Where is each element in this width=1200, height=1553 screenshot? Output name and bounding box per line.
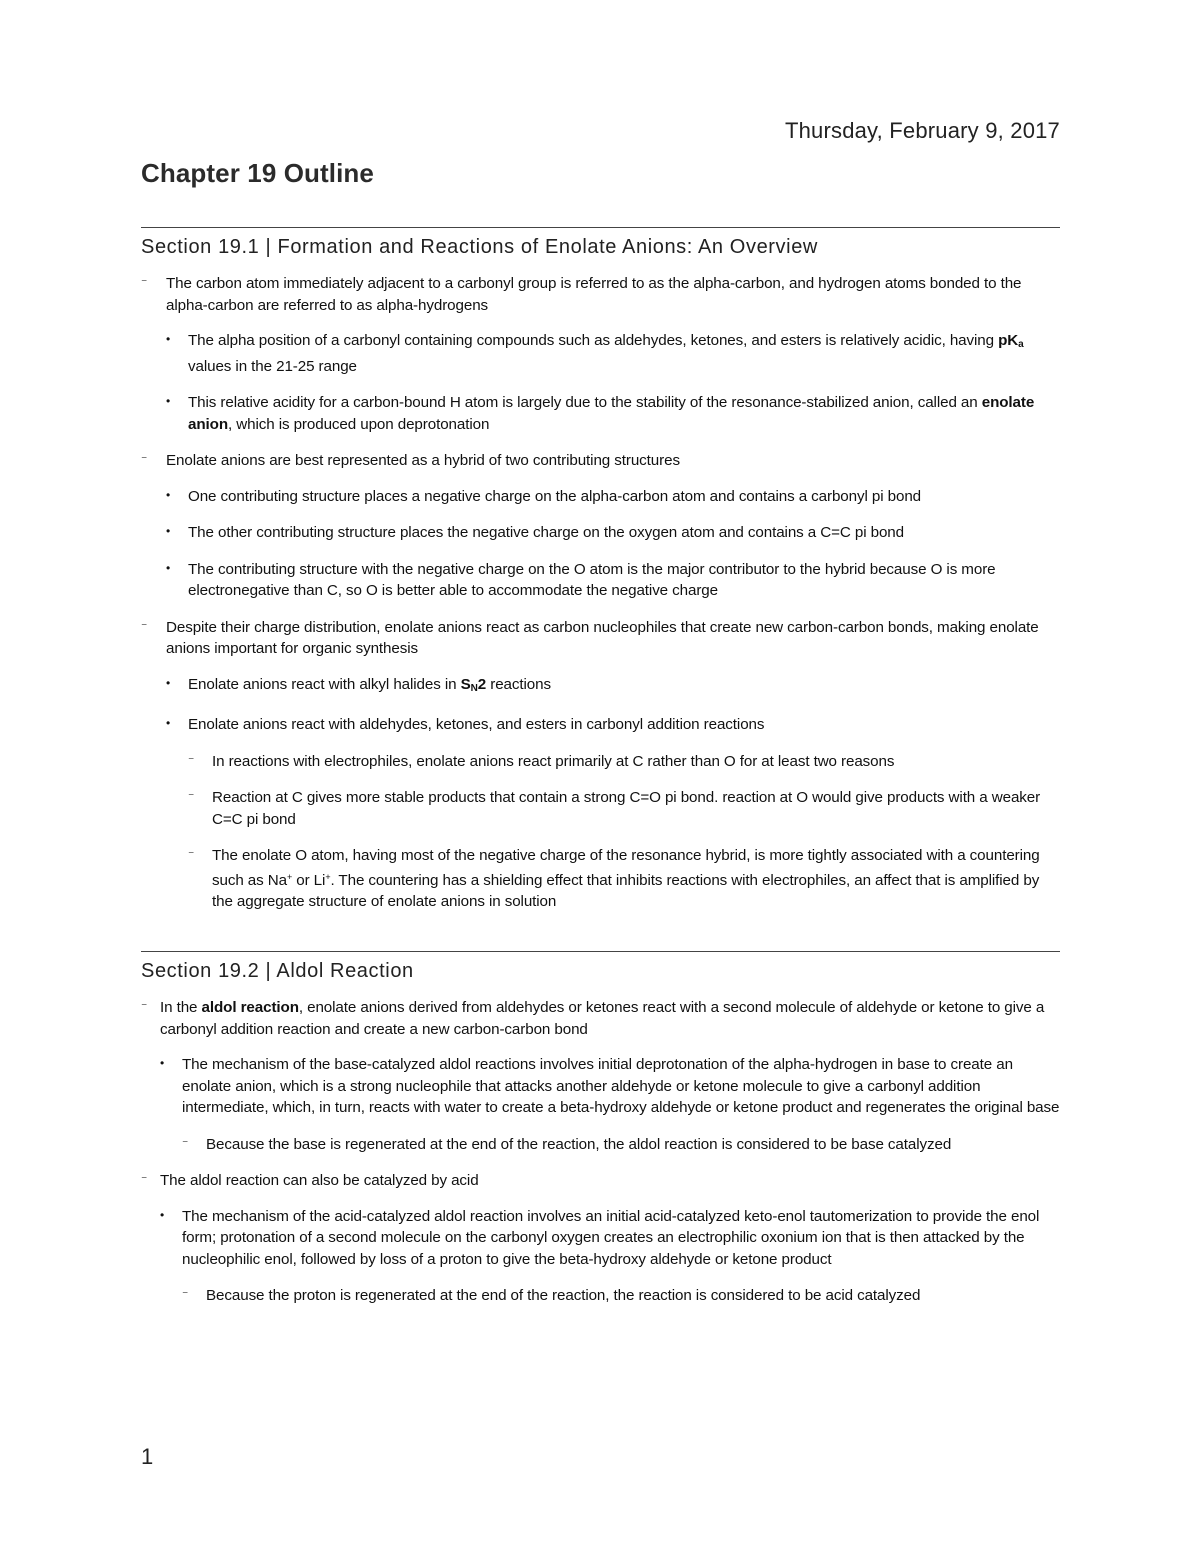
document-date: Thursday, February 9, 2017 <box>784 118 1060 143</box>
outline-subsubitem: ⁻ In reactions with electrophiles, enolate anions react primarily at C rather than O for at least two reasons <box>188 752 895 770</box>
bullet-marker-icon: • <box>160 1056 165 1070</box>
bullet-marker-icon: • <box>160 1207 165 1222</box>
bullet-marker-icon: • <box>166 675 171 690</box>
dash-marker-icon: ⁻ <box>141 999 148 1013</box>
outline-subsubitem: ⁻ The enolate O atom, having most of the negative charge of the resonance hybrid, is more tightly associated with a countering such as Na+ or Li+. The countering has a shielding effect that inhibits reactions with electrophiles, an affect that is amplified by the aggregate structure of enolate anions in solution <box>188 847 1040 910</box>
dash-marker-icon: ⁻ <box>188 752 195 767</box>
dash-marker-icon: ⁻ <box>182 1287 189 1301</box>
section-19-2 <box>141 951 1060 1322</box>
section-title: Section 19.2 | Aldol Reaction <box>141 960 414 982</box>
page-number: 1 <box>141 1444 154 1469</box>
section-title: Section 19.1 | Formation and Reactions of Enolate Anions: An Overview <box>141 236 818 258</box>
outline-subsubitem: ⁻ Because the proton is regenerated at the end of the reaction, the reaction is considered to be acid catalyzed <box>182 1287 921 1304</box>
bullet-marker-icon: • <box>166 487 171 502</box>
page-title: Chapter 19 Outline <box>141 158 374 188</box>
outline-subitem: • The mechanism of the base-catalyzed aldol reactions involves initial deprotonation of the alpha-hydrogen in base to create an enolate anion, which is a strong nucleophile that attacks another aldehyde or ketone molecule to give a carbonyl addition intermediate, which, in turn, reacts with water to create a beta-hydroxy aldehyde or ketone product and regenerates the original base <box>160 1056 1060 1116</box>
dash-marker-icon: ⁻ <box>141 452 148 466</box>
bullet-marker-icon: • <box>166 716 171 730</box>
bullet-marker-icon: • <box>166 394 171 408</box>
outline-item: ⁻ Despite their charge distribution, enolate anions react as carbon nucleophiles that create new carbon-carbon bonds, making enolate anions important for organic synthesis <box>141 618 1039 657</box>
bullet-marker-icon: • <box>166 332 171 346</box>
dash-marker-icon: ⁻ <box>141 1172 148 1186</box>
outline-subitem: • Enolate anions react with alkyl halides in $S_N2$ reactions <box>166 675 551 694</box>
outline-item: ⁻ Enolate anions are best represented as a hybrid of two contributing structures <box>141 452 680 469</box>
section-divider <box>141 227 1060 228</box>
outline-item: ⁻ In the aldol reaction, enolate anions derived from aldehydes or ketones react with a second molecule of aldehyde or ketone to give a carbonyl addition reaction and create a new carbon-carbon bond <box>141 999 1045 1038</box>
outline-subitem: • This relative acidity for a carbon-bound H atom is largely due to the stability of the resonance-stabilized anion, called an enolate anion, which is produced upon deprotonation <box>166 394 1035 433</box>
outline-subitem: • The alpha position of a carbonyl containing compounds such as aldehydes, ketones, and esters is relatively acidic, having $pK_a$ values in the 21-25 range <box>166 332 1024 375</box>
dash-marker-icon: ⁻ <box>141 275 148 289</box>
dash-marker-icon: ⁻ <box>188 847 195 861</box>
section-divider <box>141 951 1060 952</box>
outline-subitem: • The mechanism of the acid-catalyzed aldol reaction involves an initial acid-catalyzed keto-enol tautomerization to provide the enol form; protonation of a second molecule on the carbonyl oxygen creates an electrophilic oxonium ion that is then attacked by the nucleophilic enol, followed by loss of a proton to give the beta-hydroxy aldehyde or ketone product <box>160 1207 1040 1268</box>
outline-subitem: • Enolate anions react with aldehydes, ketones, and esters in carbonyl addition reactions <box>166 716 765 733</box>
outline-subsubitem: ⁻ Reaction at C gives more stable products that contain a strong C=O pi bond. reaction at O would give products with a weaker C=C pi bond <box>188 789 1041 828</box>
outline-item: ⁻ The carbon atom immediately adjacent to a carbonyl group is referred to as the alpha-carbon, and hydrogen atoms bonded to the alpha-carbon are referred to as alpha-hydrogens <box>141 275 1022 314</box>
dash-marker-icon: ⁻ <box>188 789 195 803</box>
dash-marker-icon: ⁻ <box>182 1135 189 1150</box>
outline-subsubitem: ⁻ Because the base is regenerated at the end of the reaction, the aldol reaction is considered to be base catalyzed <box>182 1135 952 1153</box>
bullet-marker-icon: • <box>166 524 171 538</box>
dash-marker-icon: ⁻ <box>141 618 148 633</box>
bullet-marker-icon: • <box>166 560 171 575</box>
section-19-1 <box>141 227 1060 928</box>
outline-item: ⁻ The aldol reaction can also be catalyzed by acid <box>141 1172 479 1189</box>
outline-subitem: • One contributing structure places a negative charge on the alpha-carbon atom and contains a carbonyl pi bond <box>166 487 922 505</box>
outline-subitem: • The contributing structure with the negative charge on the O atom is the major contributor to the hybrid because O is more electronegative than C, so O is better able to accommodate the negative charge <box>166 560 996 599</box>
outline-subitem: • The other contributing structure places the negative charge on the oxygen atom and contains a C=C pi bond <box>166 524 905 541</box>
